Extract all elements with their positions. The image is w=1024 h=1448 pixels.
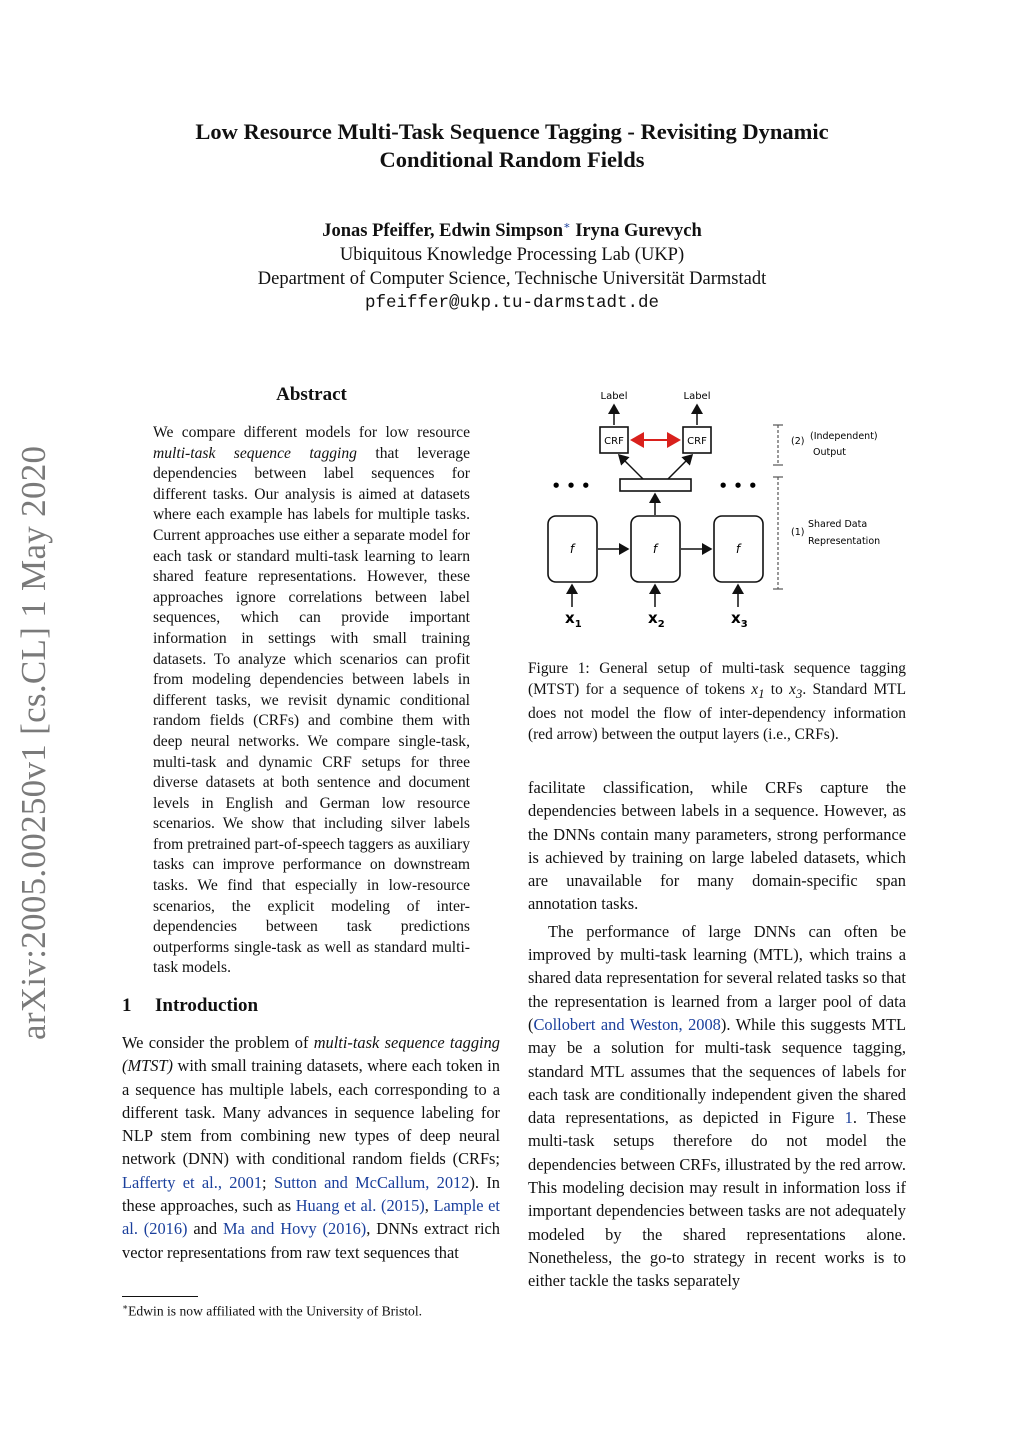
figure-1-diagram bbox=[528, 385, 906, 633]
right-paragraph-2 bbox=[528, 920, 906, 1293]
arrow-shared-to-crf-left bbox=[619, 455, 643, 479]
dots-left: • • • bbox=[551, 477, 591, 495]
bracket-output-line2: Output bbox=[813, 447, 846, 458]
caption-part-b: to bbox=[764, 680, 790, 698]
arrow-shared-to-crf-right bbox=[668, 455, 692, 479]
intro-text-7: , DNNs extract rich vector representations from raw text sequences that bbox=[122, 1219, 500, 1262]
citation-lample[interactable]: Lample et al. (2016) bbox=[122, 1196, 500, 1239]
x1-label: $x_1$ bbox=[565, 609, 582, 630]
bracket-representation-line1: Shared Data bbox=[808, 519, 868, 530]
citation-sutton[interactable]: Sutton and McCallum, 2012 bbox=[273, 1172, 470, 1192]
citation-ma-hovy[interactable]: Ma and Hovy (2016) bbox=[222, 1219, 367, 1239]
dots-right: • • • bbox=[718, 477, 758, 495]
footnote-text: Edwin is now affiliated with the University of Bristol. bbox=[128, 1303, 422, 1319]
intro-text-6: and bbox=[187, 1219, 223, 1239]
bracket-output-number: (2) bbox=[791, 436, 805, 447]
affiliation-lab: Ubiquitous Knowledge Processing Lab (UKP) bbox=[339, 245, 685, 266]
right-p2-part-c: . These multi-task setups therefore do not model the dependencies between CRFs, illustrated by the red arrow. This modeling decision may result in information loss if important dependencies between tasks are not adequately modeled by the shared representations alone. Nonetheless, the go-to strategy in recent works is to either tackle the tasks separately bbox=[528, 1108, 906, 1291]
intro-text-1: We consider the problem of bbox=[122, 1033, 314, 1052]
figure-reference-link[interactable]: 1 bbox=[844, 1108, 853, 1128]
caption-part-c: . Standard MTL does not model the flow of inter-dependency information (red arrow) between the output layers (i.e., CRFs). bbox=[528, 680, 906, 743]
f-node-1-label: f bbox=[569, 542, 575, 556]
paper-title bbox=[0, 118, 1024, 174]
abstract-emphasis: multi-task sequence tagging bbox=[153, 444, 357, 462]
label-text-left: Label bbox=[600, 391, 628, 402]
footnote-mark: ∗ bbox=[122, 1302, 129, 1312]
x2-label: $x_2$ bbox=[648, 609, 665, 630]
abstract-text bbox=[153, 423, 470, 979]
citation-huang[interactable]: Huang et al. (2015) bbox=[295, 1196, 425, 1216]
author-names bbox=[0, 214, 1024, 243]
f-node-3-label: f bbox=[735, 542, 741, 556]
title-line-1: Low Resource Multi-Task Sequence Tagging - Revisiting Dynamic bbox=[195, 119, 829, 144]
author-footnote-mark[interactable]: ∗ bbox=[563, 220, 571, 232]
x3-label: $x_3$ bbox=[731, 609, 748, 630]
caption-math-x3: $x_3$ bbox=[789, 680, 803, 701]
figure-1 bbox=[528, 385, 906, 633]
bracket-representation-number: (1) bbox=[791, 527, 805, 538]
section-heading-introduction bbox=[122, 995, 258, 1017]
figure-1-caption bbox=[528, 659, 906, 745]
right-p2-part-a: The performance of large DNNs can often be improved by multi-task learning (MTL), which trains a shared data representation for several related tasks so that the representation is learned from a larger pool of data ( bbox=[528, 921, 906, 1034]
title-line-2: Conditional Random Fields bbox=[379, 147, 645, 172]
arxiv-stamp: arXiv:2005.00250v1 [cs.CL] 1 May 2020 bbox=[14, 445, 53, 1040]
crf-text-left: CRF bbox=[604, 436, 624, 447]
section-number: 1 bbox=[122, 995, 132, 1016]
author-names-first: Jonas Pfeiffer, Edwin Simpson bbox=[322, 221, 564, 242]
intro-text-3: ; bbox=[262, 1172, 274, 1192]
bracket-output-line1: (Independent) bbox=[810, 431, 878, 442]
intro-emphasis: multi-task sequence tagging (MTST) bbox=[122, 1033, 501, 1076]
intro-text-5: , bbox=[424, 1196, 434, 1216]
footnote bbox=[122, 1298, 422, 1321]
shared-layer-box bbox=[620, 479, 691, 491]
right-paragraph-1: facilitate classification, while CRFs capture the dependencies between labels in a sequence. However, as the DNNs contain many parameters, strong performance is achieved by training on large labeled datasets, which are unavailable for many domain-specific span annotation tasks. bbox=[528, 778, 906, 914]
citation-lafferty[interactable]: Lafferty et al., 2001 bbox=[122, 1172, 263, 1192]
author-email[interactable]: pfeiffer@ukp.tu-darmstadt.de bbox=[364, 293, 660, 314]
introduction-paragraph bbox=[122, 1031, 500, 1264]
abstract-part-1: We compare different models for low resource bbox=[153, 424, 470, 441]
intro-text-4: ). In these approaches, such as bbox=[122, 1172, 500, 1216]
footnote-rule bbox=[122, 1296, 198, 1297]
label-text-right: Label bbox=[683, 391, 711, 402]
caption-part-a: Figure 1: General setup of multi-task sequence tagging (MTST) for a sequence of tokens bbox=[528, 660, 906, 698]
abstract-part-2: that leverage dependencies between label sequences for different tasks. Our analysis is aimed at datasets where each example has labels for multiple tasks. Current approaches use either a separate model for each task or standard multi-task learning to learn shared feature representations. However, these approaches ignore correlations between label sequences, which can provide important information in settings with small training datasets. To analyze which scenarios can profit from modeling dependencies between labels in different tasks, we revisit dynamic conditional random fields (CRFs) and combine them with deep neural networks. We compare single-task, multi-task and dynamic CRF setups for three diverse datasets at both sentence and document levels in English and German low resource scenarios. We show that including silver labels from pretrained part-of-speech taggers as auxiliary tasks can improve performance on downstream tasks. We find that especially in low-resource scenarios, the explicit modeling of inter-dependencies between task predictions outperforms single-task as well as standard multi-task models. bbox=[153, 444, 470, 977]
author-name-last: Iryna Gurevych bbox=[570, 221, 702, 242]
abstract-heading: Abstract bbox=[276, 384, 347, 405]
crf-text-right: CRF bbox=[687, 436, 707, 447]
intro-text-2: with small training datasets, where each token in a sequence has multiple labels, each corresponding to a different task. Many advances in sequence labeling for NLP stem from combining new types of deep neural network (DNN) with conditional random fields (CRFs; bbox=[122, 1056, 500, 1169]
author-block bbox=[0, 214, 1024, 315]
caption-math-x1: $x_1$ bbox=[751, 680, 765, 701]
f-node-2-label: f bbox=[652, 542, 658, 556]
section-title: Introduction bbox=[155, 995, 259, 1016]
right-p2-part-b: ). While this suggests MTL may be a solution for multi-task sequence tagging, standard MTL assumes that the sequences of labels for each task are conditionally independent given the shared data representations, as depicted in Figure bbox=[528, 1014, 906, 1128]
citation-collobert[interactable]: Collobert and Weston, 2008 bbox=[533, 1014, 721, 1034]
right-column-text bbox=[528, 776, 906, 1293]
affiliation-department: Department of Computer Science, Technische Universität Darmstadt bbox=[257, 269, 767, 290]
bracket-representation-line2: Representation bbox=[808, 536, 881, 547]
